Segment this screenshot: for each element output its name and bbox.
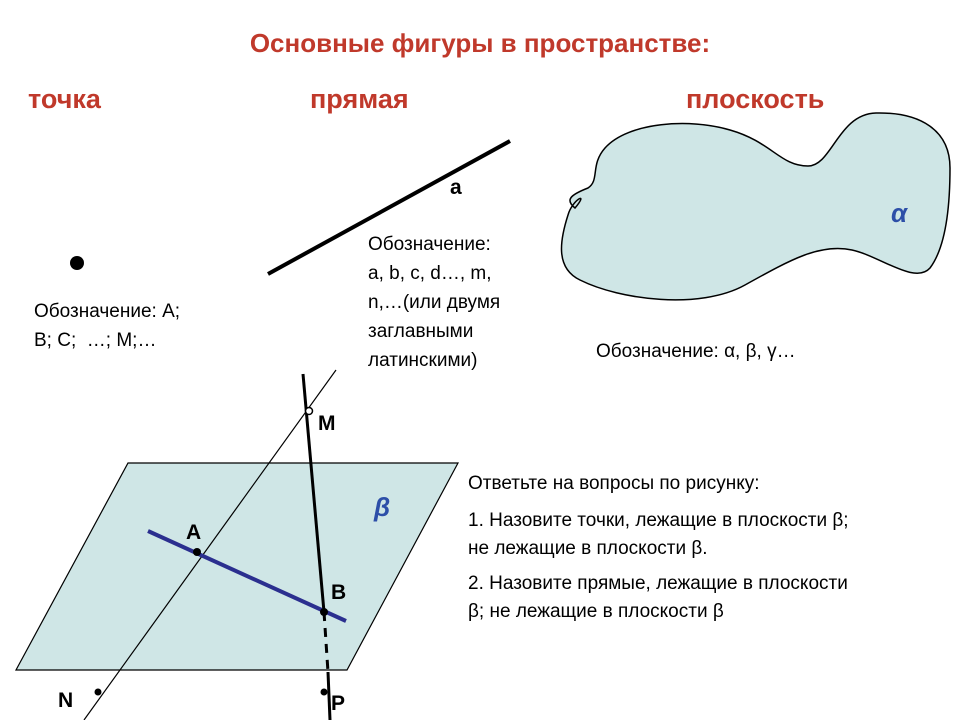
- question-2-line: β; не лежащие в плоскости β: [468, 601, 724, 622]
- plane-notation: Обозначение: α, β, γ…: [596, 341, 796, 362]
- example-point: [70, 256, 84, 270]
- plane-beta-shape: [16, 463, 458, 670]
- line-notation-line: a, b, c, d…, m,: [368, 263, 492, 284]
- point-notation-line: B; C; …; M;…: [34, 330, 157, 351]
- question-2-line: 2. Назовите прямые, лежащие в плоскости: [468, 573, 848, 594]
- heading-line: прямая: [310, 84, 409, 114]
- point-p: [321, 689, 328, 696]
- point-m-label: M: [318, 412, 336, 435]
- point-m: [306, 408, 313, 415]
- heading-plane: плоскость: [686, 84, 825, 114]
- point-notation-line: Обозначение: A;: [34, 301, 181, 322]
- line-notation-line: латинскими): [368, 350, 478, 371]
- line-notation-line: Обозначение:: [368, 234, 491, 255]
- plane-alpha-label: α: [891, 198, 908, 228]
- point-n: [95, 689, 102, 696]
- line-notation-line: n,…(или двумя: [368, 292, 501, 313]
- questions-intro: Ответьте на вопросы по рисунку:: [468, 473, 760, 494]
- line-notation-line: заглавными: [368, 321, 474, 342]
- question-1-line: 1. Назовите точки, лежащие в плоскости β;: [468, 510, 849, 531]
- line-bp-visible: [328, 672, 330, 720]
- point-b: [320, 608, 328, 616]
- heading-point: точка: [28, 84, 101, 114]
- question-2: [468, 570, 849, 626]
- point-a: [193, 548, 201, 556]
- point-n-label: N: [58, 689, 74, 712]
- plane-beta-label: β: [374, 492, 391, 522]
- point-notation: [34, 297, 180, 355]
- point-a-label: A: [186, 521, 202, 544]
- point-b-label: B: [331, 581, 347, 604]
- question-1-line: не лежащие в плоскости β.: [468, 538, 708, 559]
- point-p-label: P: [331, 692, 346, 715]
- line-label: a: [450, 176, 462, 199]
- question-1: [468, 507, 849, 563]
- page-title: Основные фигуры в пространстве:: [249, 28, 711, 58]
- questions-block: [468, 470, 849, 626]
- line-notation: [368, 230, 500, 375]
